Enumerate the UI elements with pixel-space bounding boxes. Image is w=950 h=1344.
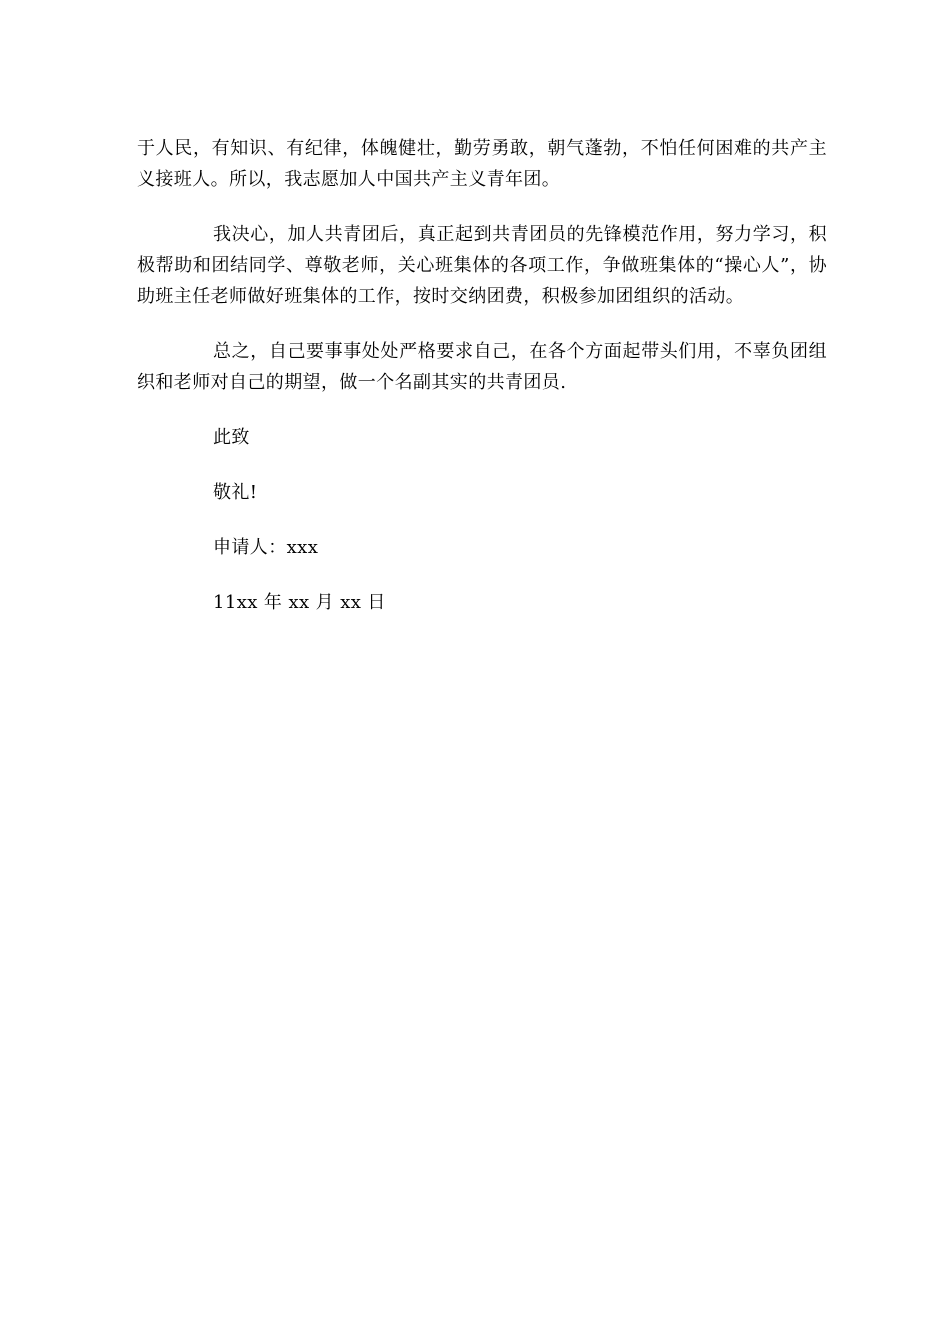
paragraph-summary: 总之，自己要事事处处严格要求自己，在各个方面起带头们用，不辜负团组织和老师对自己的期望，做一个名副其实的共青团员. xyxy=(137,341,827,393)
paragraph-resolution: 我决心，加人共青团后，真正起到共青团员的先锋模范作用，努力学习，积极帮助和团结同学、尊敬老师，关心班集体的各项工作，争做班集体的“操心人”，协助班主任老师做好班集体的工作，按时交纳团费，积极参加团组织的活动。 xyxy=(137,224,827,307)
applicant-signature: 申请人：xxx xyxy=(213,537,319,558)
letter-body xyxy=(137,133,827,618)
closing-respect: 敬礼! xyxy=(213,482,258,503)
paragraph-continuation: 于人民，有知识、有纪律，体魄健壮，勤劳勇敢，朝气蓬勃，不怕任何困难的共产主义接班人。所以，我志愿加人中国共产主义青年团。 xyxy=(137,138,827,190)
closing-salutation: 此致 xyxy=(213,427,250,448)
letter-date: 11xx 年 xx 月 xx 日 xyxy=(213,592,386,613)
